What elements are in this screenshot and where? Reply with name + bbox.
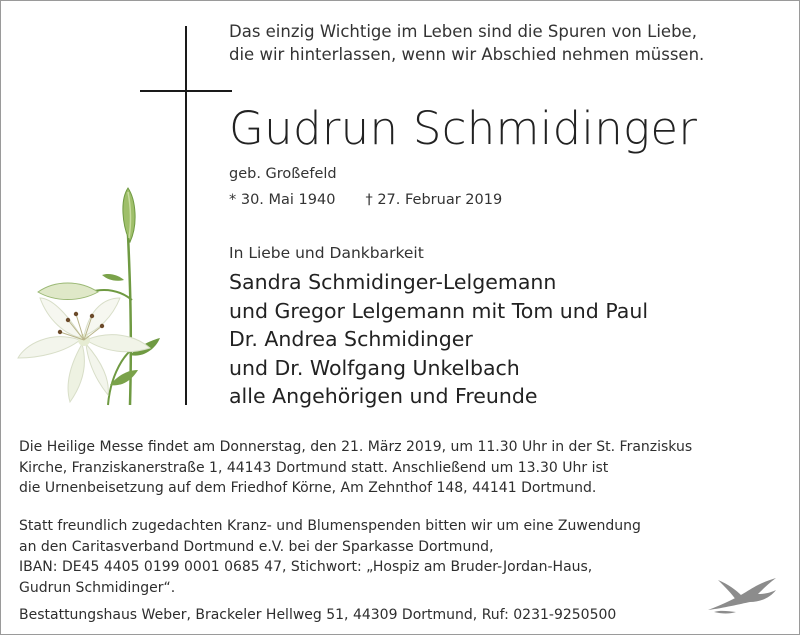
donation-line: IBAN: DE45 4405 0199 0001 0685 47, Stichwort: „Hospiz am Bruder-Jordan-Haus,	[19, 559, 593, 575]
funeral-home: Bestattungshaus Weber, Brackeler Hellweg 51, 44309 Dortmund, Ruf: 0231-9250500	[19, 607, 617, 623]
mourner-line: Dr. Andrea Schmidinger	[229, 327, 473, 351]
mourner-line: alle Angehörigen und Freunde	[229, 384, 538, 408]
service-line: Die Heilige Messe findet am Donnerstag, den 21. März 2019, um 11.30 Uhr in der St. Franziskus	[19, 439, 693, 455]
mourners-intro: In Liebe und Dankbarkeit	[229, 244, 424, 262]
life-dates	[229, 190, 502, 210]
mourner-line: und Dr. Wolfgang Unkelbach	[229, 355, 520, 380]
service-paragraph	[19, 437, 692, 499]
donation-paragraph	[19, 516, 641, 598]
donation-line: Gudrun Schmidinger“.	[19, 579, 176, 596]
donation-line: Statt freundlich zugedachten Kranz- und Blumenspenden bitten wir um eine Zuwendung	[19, 518, 641, 534]
mourner-line: und Gregor Lelgemann mit Tom und Paul	[229, 298, 649, 323]
lily-flower-image	[10, 180, 170, 410]
donation-line: an den Caritasverband Dortmund e.V. bei der Sparkasse Dortmund,	[19, 538, 494, 555]
deceased-name: Gudrun Schmidinger	[229, 102, 698, 155]
service-line: die Urnenbeisetzung auf dem Friedhof Körne, Am Zehnthof 148, 44141 Dortmund.	[19, 480, 597, 496]
motto-line: Das einzig Wichtige im Leben sind die Spuren von Liebe,	[229, 22, 697, 41]
motto-line: die wir hinterlassen, wenn wir Abschied nehmen müssen.	[229, 45, 705, 64]
birth-name: geb. Großefeld	[229, 166, 337, 182]
swallow-icon	[706, 570, 778, 616]
birth-date: * 30. Mai 1940	[229, 192, 336, 208]
cross-horizontal-bar	[140, 90, 232, 92]
death-date: † 27. Februar 2019	[365, 192, 503, 208]
service-line: Kirche, Franziskanerstraße 1, 44143 Dortmund statt. Anschließend um 13.30 Uhr ist	[19, 459, 609, 476]
motto	[229, 20, 704, 66]
mourner-line: Sandra Schmidinger-Lelgemann	[229, 270, 557, 294]
cross-vertical-bar	[185, 26, 187, 405]
mourners-list	[229, 268, 648, 411]
